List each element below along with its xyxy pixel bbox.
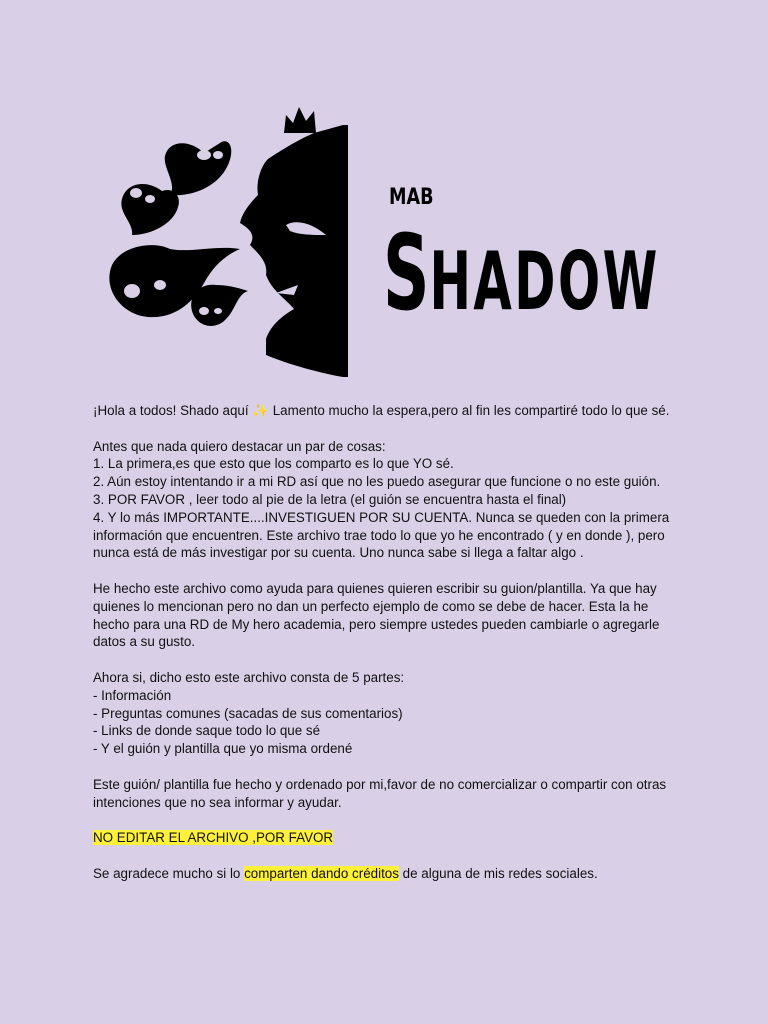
parts-heading: Ahora si, dicho esto este archivo consta de 5 partes:	[93, 669, 405, 685]
intro-paragraph	[93, 402, 688, 420]
parts-item: - Links de donde saque todo lo que sé	[93, 723, 321, 739]
purpose-paragraph: He hecho este archivo como ayuda para quienes quieren escribir su guion/plantilla. Ya que hay quienes lo mencionan pero no dan un perfecto ejemplo de como se debe de hacer. Esta la he hecho para una RD de My hero academia, pero siempre ustedes pueden cambiarle o agregarle datos a su gusto.	[93, 580, 660, 650]
brand-title-rest: HADOW	[429, 235, 660, 328]
intro-text-start: ¡Hola a todos! Shado aquí	[93, 403, 253, 418]
warning-highlight: NO EDITAR EL ARCHIVO ,POR FAVOR	[93, 830, 334, 846]
parts-item: - Información	[93, 687, 172, 703]
credits-paragraph	[93, 865, 688, 883]
disclaimer-paragraph: Este guión/ plantilla fue hecho y ordenado por mi,favor de no comercializar o compartir con otras intenciones que no sea informar y ayudar.	[93, 776, 667, 810]
warning-paragraph	[93, 829, 688, 847]
sparkle-icon: ✨	[252, 403, 269, 418]
notes-item: 4. Y lo más IMPORTANTE....INVESTIGUEN POR SU CUENTA. Nunca se queden con la primera información que encuentren. Este archivo trae todo lo que yo he encontrado ( y en donde ), pero nunca está de más investigar por su cuenta. Uno nunca sabe si llega a faltar algo .	[93, 509, 670, 561]
notes-item: 1. La primera,es que esto que los comparto es lo que YO sé.	[93, 456, 454, 472]
document-body	[93, 402, 688, 900]
parts-item: - Preguntas comunes (sacadas de sus comentarios)	[93, 705, 403, 721]
notes-section	[93, 438, 688, 563]
credits-text-end: de alguna de mis redes sociales.	[398, 865, 598, 881]
brand-subtitle: MAB	[389, 185, 434, 210]
parts-item: - Y el guión y plantilla que yo misma ordené	[93, 741, 353, 757]
parts-section	[93, 669, 688, 758]
notes-item: 3. POR FAVOR , leer todo al pie de la letra (el guión se encuentra hasta el final)	[93, 491, 567, 507]
notes-item: 2. Aún estoy intentando ir a mi RD así que no les puedo asegurar que funcione o no este guión.	[93, 474, 661, 490]
intro-text-end: Lamento mucho la espera,pero al fin les compartiré todo lo que sé.	[269, 403, 670, 418]
credits-text-start: Se agradece mucho si lo	[93, 865, 245, 881]
brand-title	[383, 212, 660, 334]
credits-highlight: comparten dando créditos	[244, 865, 399, 881]
notes-heading: Antes que nada quiero destacar un par de cosas:	[93, 438, 386, 454]
brand-title-cap: S	[383, 212, 430, 334]
